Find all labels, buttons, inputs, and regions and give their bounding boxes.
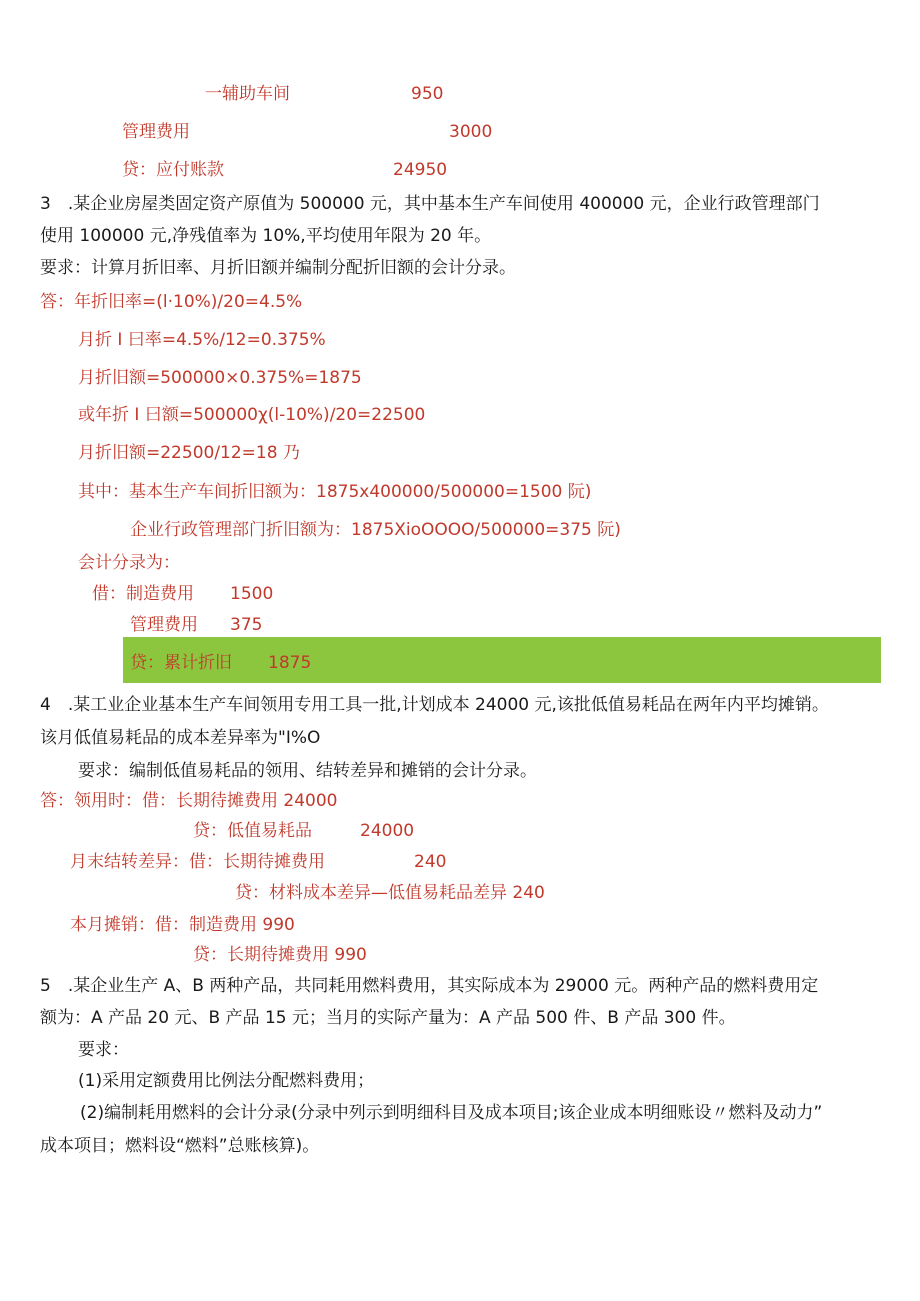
entry-line: 贷：累计折旧 xyxy=(130,653,232,673)
answer-line: 其中：基本生产车间折旧额为：1875x400000/500000=1500 阮) xyxy=(78,482,592,502)
highlight-bar xyxy=(123,637,881,683)
entry-amount: 950 xyxy=(411,84,444,104)
entry-line: 本月摊销：借：制造费用 990 xyxy=(70,915,295,935)
entry-amount: 24000 xyxy=(360,821,415,841)
entry-line: 管理费用 xyxy=(122,122,190,142)
entry-line: 贷：长期待摊费用 990 xyxy=(193,945,367,965)
answer-line: 会计分录为： xyxy=(78,553,180,573)
question-text: (1)采用定额费用比例法分配燃料费用； xyxy=(78,1071,375,1091)
entry-line: 贷：低值易耗品 xyxy=(193,821,312,841)
answer-line: 答：领用时：借：长期待摊费用 24000 xyxy=(40,791,338,811)
answer-line: 月折旧额=500000×0.375%=1875 xyxy=(78,368,362,388)
entry-line: 贷：材料成本差异—低值易耗品差异 240 xyxy=(235,883,545,903)
entry-amount: 3000 xyxy=(449,122,493,142)
answer-line: 月折旧额=22500/12=18 乃 xyxy=(78,443,300,463)
entry-amount: 240 xyxy=(414,852,447,872)
question-text: 5 .某企业生产 A、B 两种产品，共同耗用燃料费用，其实际成本为 29000 元。两种产品的燃料费用定 xyxy=(40,976,819,996)
question-text: 4 .某工业企业基本生产车间领用专用工具一批,计划成本 24000 元,该批低值易耗品在两年内平均摊销。 xyxy=(40,695,829,715)
answer-line: 企业行政管理部门折旧额为：1875XioOOOO/500000=375 阮) xyxy=(130,520,621,540)
entry-line: 一辅助车间 xyxy=(205,84,290,104)
question-text: 成本项目；燃料设“燃料”总账核算)。 xyxy=(40,1136,320,1156)
question-text: 额为：A 产品 20 元、B 产品 15 元；当月的实际产量为：A 产品 500 件、B 产品 300 件。 xyxy=(40,1008,736,1028)
entry-line: 月末结转差异：借：长期待摊费用 xyxy=(70,852,325,872)
entry-amount: 1875 xyxy=(268,653,312,673)
question-text: (2)编制耗用燃料的会计分录(分录中列示到明细科目及成本项目;该企业成本明细账设〃燃料及动力” xyxy=(80,1103,823,1123)
question-text: 该月低值易耗品的成本差异率为"I%O xyxy=(40,728,321,748)
entry-amount: 1500 xyxy=(230,584,274,604)
answer-line: 或年折 I 曰额=500000χ(l-10%)∕20=22500 xyxy=(78,405,426,425)
question-text: 要求：计算月折旧率、月折旧额并编制分配折旧额的会计分录。 xyxy=(40,258,516,278)
entry-line: 管理费用 xyxy=(130,615,198,635)
question-text: 要求：编制低值易耗品的领用、结转差异和摊销的会计分录。 xyxy=(78,761,537,781)
question-text: 使用 100000 元,净残值率为 10%,平均使用年限为 20 年。 xyxy=(40,226,492,246)
entry-line: 贷：应付账款 xyxy=(122,160,224,180)
answer-line: 月折 I 曰率=4.5%∕12=0.375% xyxy=(78,330,326,350)
entry-amount: 24950 xyxy=(393,160,448,180)
question-text: 3 .某企业房屋类固定资产原值为 500000 元，其中基本生产车间使用 400000 元，企业行政管理部门 xyxy=(40,194,820,214)
answer-line: 答：年折旧率=(l·10%)∕20=4.5% xyxy=(40,292,303,312)
entry-amount: 375 xyxy=(230,615,263,635)
entry-line: 借：制造费用 xyxy=(92,584,194,604)
question-text: 要求： xyxy=(78,1040,129,1060)
